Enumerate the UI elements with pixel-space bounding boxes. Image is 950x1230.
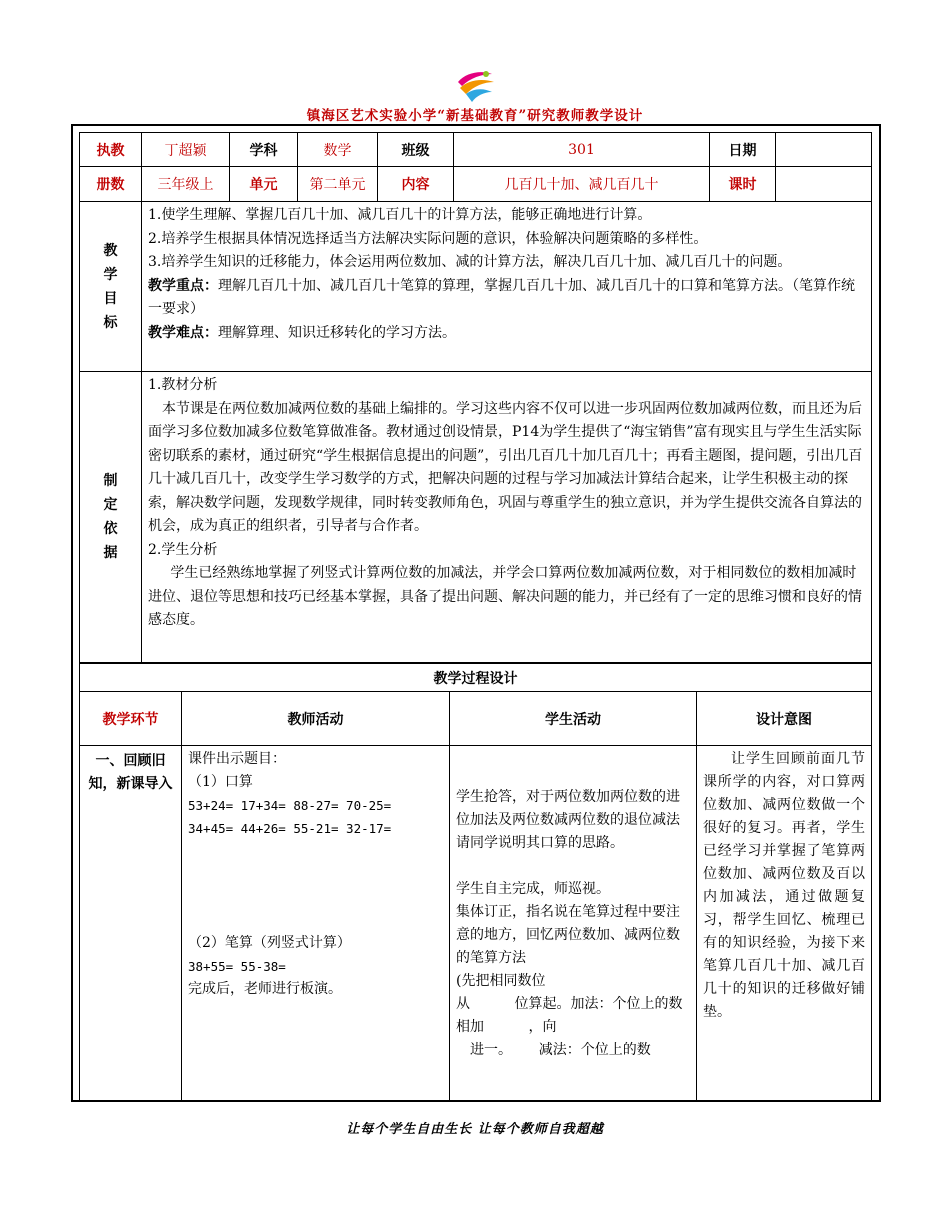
design-intent-header: 设计意图 [697,692,872,746]
content-label: 内容 [378,167,454,202]
design-intent-cell: 让学生回顾前面几节课所学的内容，对口算两位数加、减两位数做一个很好的复习。再者，学生已经学习并掌握了笔算两位数加、减两位数及百以内加减法，通过做题复习，帮学生回忆、梳理已有的知识经验，为接下来笔算几百几十加、减几百几十的知识的迁移做好铺垫。 [697,746,872,1102]
basis-content [142,372,872,663]
date-value [776,133,872,167]
process-table [79,663,872,1102]
student-analysis: 学生已经熟练地掌握了列竖式计算两位数的加减法，并学会口算两位数加减两位数，对于相同数位的数相加减时进位、退位等思想和技巧已经基本掌握，具备了提出问题、解决问题的能力，并已经有了一定的思维习惯和良好的情感态度。 [148,565,862,628]
teacher-activity-header: 教师活动 [182,692,450,746]
student-activity-cell: 学生抢答，对于两位数加两位数的进位加法及两位数减两位数的退位减法请同学说明其口算的思路。 学生自主完成，师巡视。 集体订正，指名说在笔算过程中要注意的地方，回忆两位数加、减两位数的笔算方法 (先把相同数位 从 位算起。加法：个位上的数相加 ，向 进一。 减法：个位上的数 [450,746,697,1102]
date-label: 日期 [710,133,776,167]
objective-line: 2.培养学生根据具体情况选择适当方法解决实际问题的意识，体验解决问题策略的多样性。 [148,230,708,247]
lesson-info-table [79,132,872,663]
class-label: 班级 [378,133,454,167]
basis-label: 制 定 依 据 [80,372,142,663]
stage-cell: 一、回顾旧知，新课导入 [80,746,182,1102]
content-value: 几百几十加、减几百几十 [454,167,710,202]
subject-value: 数学 [298,133,378,167]
stage-header: 教学环节 [80,692,182,746]
teacher-label: 执教 [80,133,142,167]
process-title: 教学过程设计 [80,664,872,692]
period-label: 课时 [710,167,776,202]
period-value [776,167,872,202]
section-title: 2.学生分析 [148,541,218,558]
objectives-content [142,202,872,372]
objectives-label: 教 学 目 标 [80,202,142,372]
teacher-activity-cell: 课件出示题目： （1）口算 53+24= 17+34= 88-27= 70-25= 34+45= 44+26= 55-21= 32-17= （2）笔算（列竖式计算） 38+55= 55-38= 完成后，老师进行板演。 [182,746,450,1102]
objective-line: 1.使学生理解、掌握几百几十加、减几百几十的计算方法，能够正确地进行计算。 [148,207,652,223]
subject-label: 学科 [230,133,298,167]
school-logo-icon [452,68,498,104]
footer-motto: 让每个学生自由生长 让每个教师自我超越 [346,1122,604,1137]
unit-value: 第二单元 [298,167,378,202]
objective-line: 3.培养学生知识的迁移能力，体会运用两位数加、减的计算方法，解决几百几十加、减几百几十的问题。 [148,254,792,270]
class-value: 301 [454,133,710,167]
volume-value: 三年级上 [142,167,230,202]
unit-label: 单元 [230,167,298,202]
difficulty-point: 教学难点：理解算理、知识迁移转化的学习方法。 [148,324,456,341]
volume-label: 册数 [80,167,142,202]
teacher-value: 丁超颖 [142,133,230,167]
student-activity-header: 学生活动 [450,692,697,746]
key-point: 教学重点：理解几百几十加、减几百几十笔算的算理，掌握几百几十加、减几百几十的口算和笔算方法。（笔算作统一要求） [148,277,855,317]
school-header-title: 镇海区艺术实验小学“新基础教育”研究教师教学设计 [306,108,644,124]
section-title: 1.教材分析 [148,377,218,393]
material-analysis: 本节课是在两位数加减两位数的基础上编排的。学习这些内容不仅可以进一步巩固两位数加减两位数，而且还为后面学习多位数加减多位数笔算做准备。教材通过创设情景，P14为学生提供了“海宝销售”富有现实且与学生生活实际密切联系的素材，通过研究“学生根据信息提出的问题”，引出几百几十加几百几十；再看主题图，提问题，引出几百几十减几百几十，改变学生学习数学的方式，把解决问题的过程与学习加减法计算结合起来，让学生积极主动的探索，解决数学问题，发现数学规律，同时转变教师角色，巩固与尊重学生的独立意识，并为学生提供交流各自算法的机会，成为真正的组织者，引导者与合作者。 [148,400,863,534]
